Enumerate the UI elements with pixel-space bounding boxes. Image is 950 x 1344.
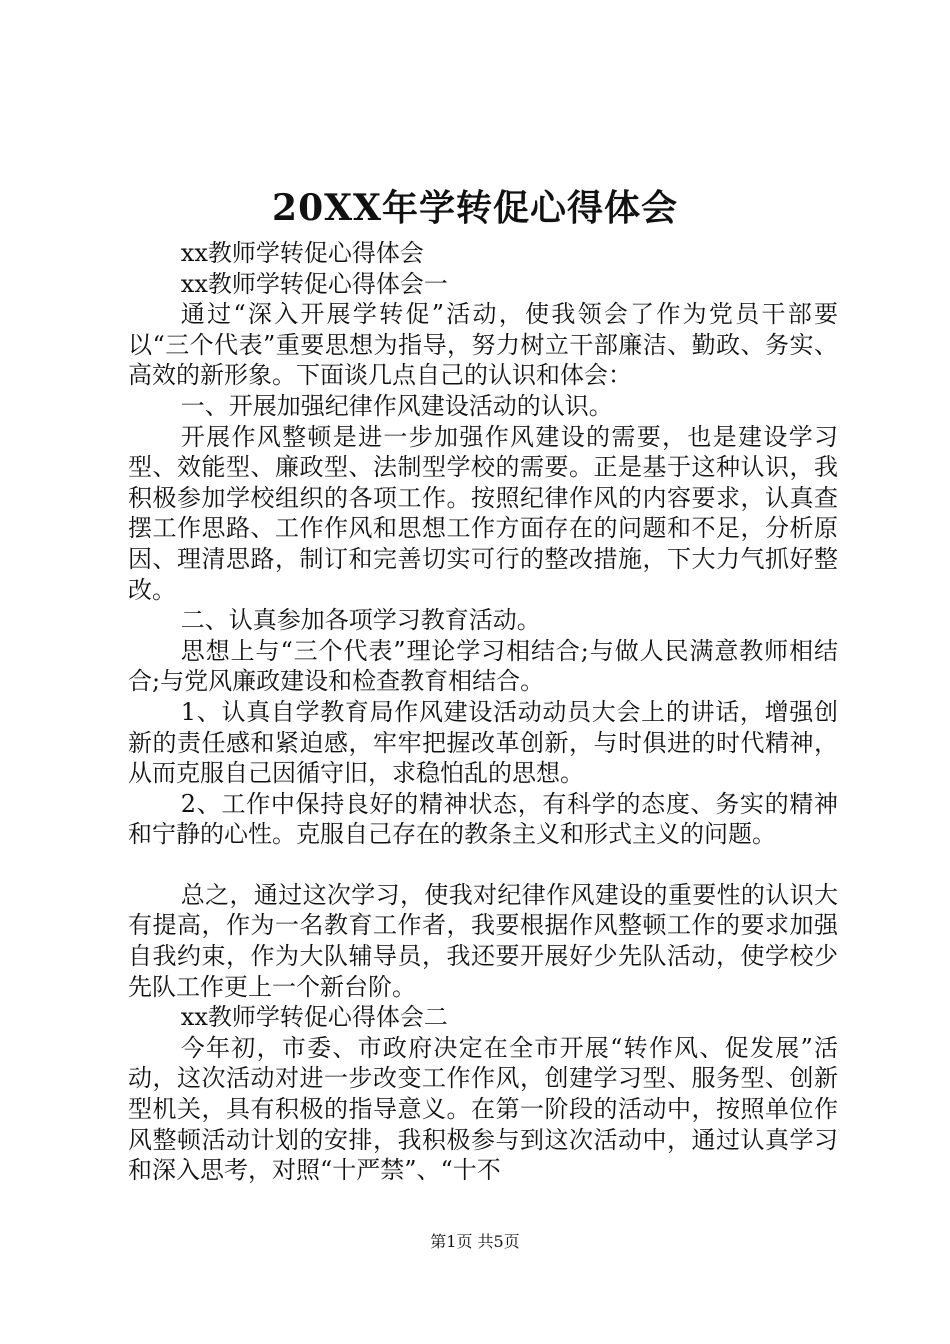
section-heading: 一、开展加强纪律作风建设活动的认识。 <box>180 391 613 420</box>
page-footer: 第1页 共5页 <box>430 1232 520 1251</box>
paragraph: 总之，通过这次学习，使我对纪律作风建设的重要性的认识大有提高，作为一名教育工作者，我要根据作风整顿工作的要求加强自我约束，作为大队辅导员，我还要开展好少先队活动，使学校少先队工作更上一个新台阶。 <box>128 880 838 1001</box>
list-item: 1、认真自学教育局作风建设活动动员大会上的讲话，增强创新的责任感和紧迫感，牢牢把握改革创新，与时俱进的时代精神，从而克服自己因循守旧，求稳怕乱的思想。 <box>128 697 838 788</box>
document-title: 20XX年学转促心得体会 <box>272 187 678 229</box>
document-body <box>128 238 838 1186</box>
section-heading: 二、认真参加各项学习教育活动。 <box>180 606 541 635</box>
list-item: 2、工作中保持良好的精神状态，有科学的态度、务实的精神和宁静的心性。克服自己存在的教条主义和形式主义的问题。 <box>128 789 838 849</box>
subheading-main: xx教师学转促心得体会 <box>180 239 424 267</box>
paragraph: 今年初，市委、市政府决定在全市开展“转作风、促发展”活动，这次活动对进一步改变工作作风，创建学习型、服务型、创新型机关，具有积极的指导意义。在第一阶段的活动中，按照单位作风整顿活动计划的安排，我积极参与到这次活动中，通过认真学习和深入思考，对照“十严禁”、“十不 <box>128 1033 838 1185</box>
subheading-part-one: xx教师学转促心得体会一 <box>180 269 448 298</box>
paragraph: 通过“深入开展学转促”活动，使我领会了作为党员干部要以“三个代表”重要思想为指导，努力树立干部廉洁、勤政、务实、高效的新形象。下面谈几点自己的认识和体会： <box>128 300 838 390</box>
subheading-part-two: xx教师学转促心得体会二 <box>180 1003 448 1032</box>
paragraph: 思想上与“三个代表”理论学习相结合;与做人民满意教师相结合;与党风廉政建设和检查教育相结合。 <box>128 636 838 696</box>
paragraph: 开展作风整顿是进一步加强作风建设的需要，也是建设学习型、效能型、廉政型、法制型学校的需要。正是基于这种认识，我积极参加学校组织的各项工作。按照纪律作风的内容要求，认真查摆工作思路、工作作风和思想工作方面存在的问题和不足，分析原因、理清思路，制订和完善切实可行的整改措施，下大力气抓好整改。 <box>128 422 838 604</box>
